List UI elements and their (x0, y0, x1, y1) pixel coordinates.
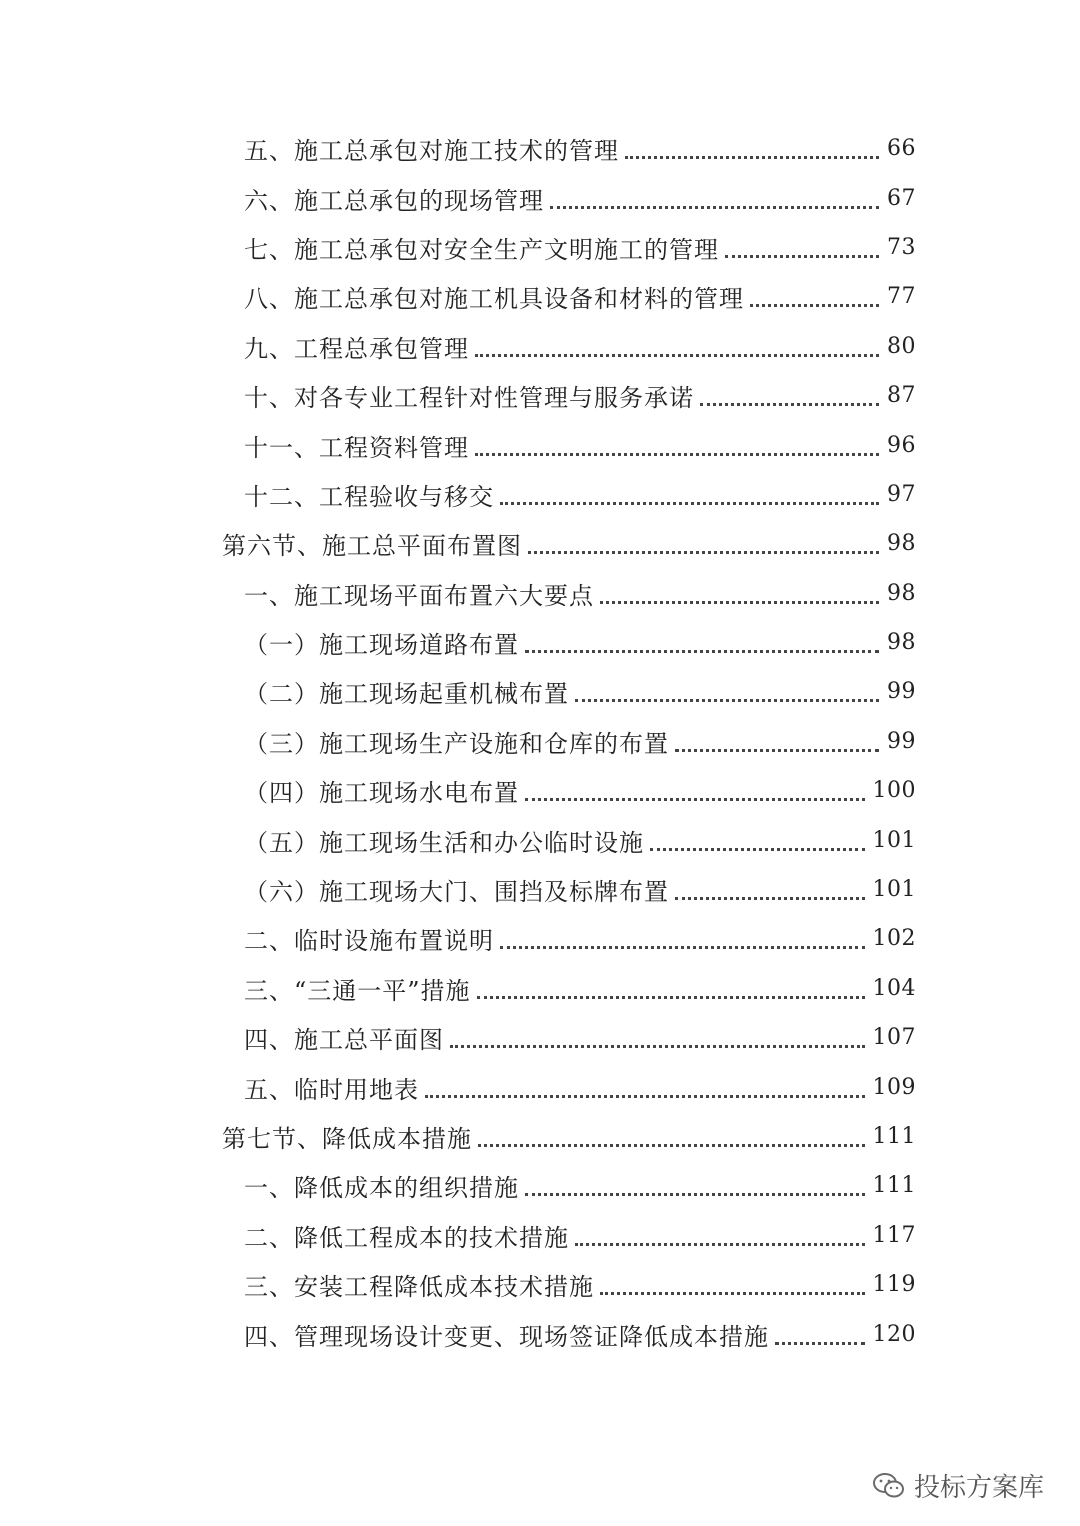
toc-dot-leader (450, 1021, 865, 1048)
toc-entry-page: 98 (887, 630, 916, 656)
toc-dot-leader (475, 330, 879, 357)
toc-entry (0, 667, 1080, 716)
toc-entry (0, 1112, 1080, 1161)
toc-entry-page: 117 (872, 1222, 916, 1248)
toc-entry-page: 73 (887, 234, 916, 260)
toc-entry-page: 98 (887, 580, 916, 606)
toc-dot-leader (477, 972, 865, 999)
toc-dot-leader (600, 577, 879, 604)
toc-entry-title: 五、施工总承包对施工技术的管理 (244, 137, 619, 166)
toc-entry (0, 964, 1080, 1013)
toc-entry-title: （三）施工现场生产设施和仓库的布置 (244, 729, 669, 758)
toc-dot-leader (650, 824, 865, 851)
toc-dot-leader (528, 527, 879, 554)
toc-entry (0, 322, 1080, 371)
toc-entry-title: （四）施工现场水电布置 (244, 779, 519, 808)
toc-entry-title: 一、降低成本的组织措施 (244, 1174, 519, 1203)
toc-entry-title: 十、对各专业工程针对性管理与服务承诺 (244, 384, 694, 413)
toc-entry-page: 111 (872, 1173, 916, 1199)
toc-entry-page: 101 (872, 827, 916, 853)
toc-dot-leader (750, 280, 879, 307)
toc-entry-title: 三、安装工程降低成本技术措施 (244, 1273, 594, 1302)
toc-entry-page: 104 (872, 975, 916, 1001)
toc-entry (0, 717, 1080, 766)
toc-entry-title: 第七节、降低成本措施 (222, 1125, 472, 1153)
toc-entry (0, 815, 1080, 864)
toc-entry (0, 1062, 1080, 1111)
toc-dot-leader (500, 478, 879, 505)
toc-dot-leader (550, 182, 879, 209)
toc-entry (0, 1211, 1080, 1260)
toc-entry-page: 99 (887, 728, 916, 754)
toc-entry-page: 67 (887, 185, 916, 211)
toc-entry (0, 865, 1080, 914)
watermark (872, 1467, 1044, 1504)
toc-entry-page: 102 (872, 926, 916, 952)
toc-entry-title: 一、施工现场平面布置六大要点 (244, 581, 594, 610)
toc-entry-page: 100 (872, 778, 916, 804)
toc-entry-title: 三、“三通一平”措施 (244, 976, 471, 1005)
toc-entry (0, 173, 1080, 222)
toc-entry-page: 87 (887, 383, 916, 409)
toc-entry-title: 七、施工总承包对安全生产文明施工的管理 (244, 235, 719, 264)
toc-entry (0, 124, 1080, 173)
toc-entry (0, 618, 1080, 667)
toc-entry-title: 二、降低工程成本的技术措施 (244, 1223, 569, 1252)
toc-entry-page: 107 (872, 1025, 916, 1051)
toc-dot-leader (525, 774, 865, 801)
toc-dot-leader (625, 132, 879, 159)
watermark-text: 投标方案库 (913, 1473, 1044, 1503)
toc-entry-title: 四、施工总平面图 (244, 1026, 444, 1055)
toc-dot-leader (725, 231, 879, 258)
wechat-icon (872, 1472, 906, 1500)
toc-dot-leader (675, 873, 865, 900)
toc-entry (0, 1013, 1080, 1062)
toc-entry (0, 470, 1080, 519)
toc-entry-title: （六）施工现场大门、围挡及标牌布置 (244, 878, 669, 907)
toc-entry-page: 101 (872, 877, 916, 903)
toc-dot-leader (478, 1120, 865, 1147)
toc-dot-leader (475, 429, 879, 456)
toc-entry-title: （五）施工现场生活和办公临时设施 (244, 828, 644, 857)
toc-entry-page: 80 (887, 333, 916, 359)
toc-dot-leader (600, 1268, 865, 1295)
toc-entry (0, 1309, 1080, 1358)
toc-dot-leader (575, 1219, 865, 1246)
toc-entry-title: 四、管理现场设计变更、现场签证降低成本措施 (244, 1322, 769, 1351)
toc-entry-page: 120 (872, 1321, 916, 1347)
toc-entry-title: 第六节、施工总平面布置图 (222, 532, 522, 561)
toc-entry (0, 1161, 1080, 1210)
toc-entry (0, 371, 1080, 420)
toc-entry-page: 66 (887, 136, 916, 162)
toc-entry-page: 99 (887, 679, 916, 705)
toc-dot-leader (575, 675, 879, 702)
toc-entry-title: 九、工程总承包管理 (244, 334, 469, 363)
table-of-contents (0, 124, 1080, 1359)
toc-entry-page: 98 (887, 531, 916, 557)
toc-dot-leader (425, 1071, 865, 1098)
toc-entry-title: （一）施工现场道路布置 (244, 631, 519, 660)
toc-entry-title: 六、施工总承包的现场管理 (244, 186, 544, 215)
toc-entry-title: 八、施工总承包对施工机具设备和材料的管理 (244, 285, 744, 314)
toc-entry-page: 77 (887, 284, 916, 310)
toc-entry-title: （二）施工现场起重机械布置 (244, 680, 569, 709)
toc-entry-title: 五、临时用地表 (244, 1075, 419, 1104)
toc-dot-leader (525, 1169, 865, 1196)
toc-dot-leader (775, 1318, 865, 1345)
toc-dot-leader (525, 626, 879, 653)
toc-entry (0, 223, 1080, 272)
toc-entry-title: 十二、工程验收与移交 (244, 482, 494, 511)
toc-entry (0, 420, 1080, 469)
toc-entry (0, 569, 1080, 618)
toc-dot-leader (700, 379, 879, 406)
toc-entry (0, 272, 1080, 321)
toc-entry-page: 97 (887, 481, 916, 507)
toc-entry (0, 766, 1080, 815)
toc-entry (0, 1260, 1080, 1309)
toc-entry-title: 二、临时设施布置说明 (244, 927, 494, 956)
toc-entry-title: 十一、工程资料管理 (244, 433, 469, 462)
toc-entry-page: 109 (872, 1074, 916, 1100)
toc-entry (0, 914, 1080, 963)
toc-entry-page: 119 (872, 1272, 916, 1298)
toc-dot-leader (675, 725, 879, 752)
toc-entry-page: 111 (872, 1124, 916, 1149)
toc-dot-leader (500, 922, 865, 949)
toc-entry (0, 519, 1080, 568)
toc-entry-page: 96 (887, 432, 916, 458)
